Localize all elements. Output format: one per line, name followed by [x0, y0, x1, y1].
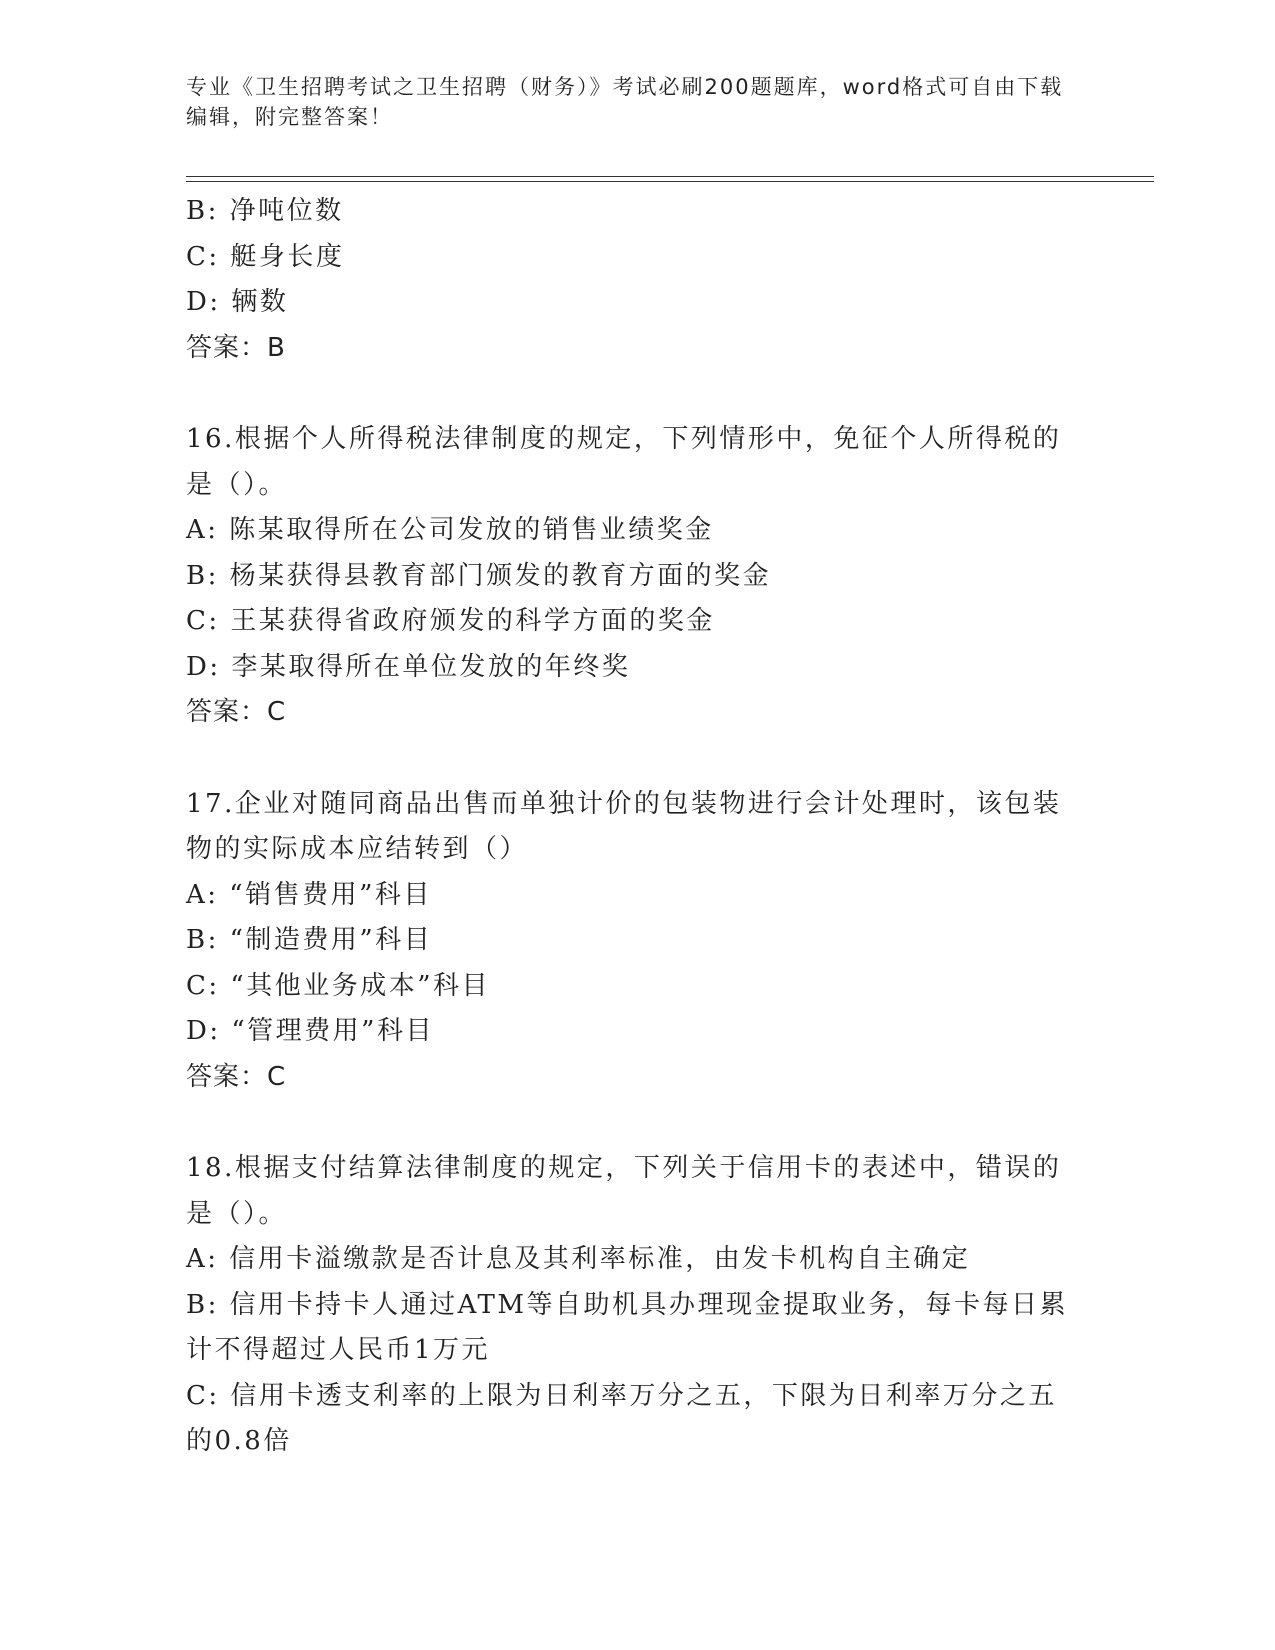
- header-divider-top: [186, 176, 1154, 177]
- option-c: C: 艇身长度: [186, 241, 345, 272]
- option-d: D: 李某取得所在单位发放的年终奖: [186, 651, 631, 682]
- option-a: A: 陈某取得所在公司发放的销售业绩奖金: [186, 515, 714, 545]
- question-15-continued: [186, 189, 1086, 371]
- option-b: B: 信用卡持卡人通过ATM等自助机具办理现金提取业务，每卡每日累计不得超过人民币1万元: [186, 1289, 1068, 1365]
- option-a: A: “销售费用”科目: [186, 879, 432, 910]
- spacer: [186, 371, 1086, 417]
- question-text: 18.根据支付结算法律制度的规定，下列关于信用卡的表述中，错误的是（）。: [186, 1153, 1062, 1229]
- answer: 答案：C: [186, 1061, 287, 1092]
- question-17: [186, 782, 1086, 1101]
- option-c: C: “其他业务成本”科目: [186, 970, 491, 1001]
- answer: 答案：C: [186, 697, 287, 727]
- option-d: D: “管理费用”科目: [186, 1016, 434, 1046]
- question-text: 16.根据个人所得税法律制度的规定，下列情形中，免征个人所得税的是（）。: [186, 424, 1062, 500]
- answer: 答案：B: [186, 332, 286, 363]
- spacer: [186, 1100, 1086, 1146]
- spacer: [186, 736, 1086, 782]
- option-c: C: 王某获得省政府颁发的科学方面的奖金: [186, 606, 715, 636]
- option-b: B: 净吨位数: [186, 196, 344, 226]
- option-a: A: 信用卡溢缴款是否计息及其利率标准，由发卡机构自主确定: [186, 1244, 971, 1274]
- header-divider-bottom: [186, 181, 1154, 182]
- document-header: 专业《卫生招聘考试之卫生招聘（财务）》考试必刷200题题库，word格式可自由下载编辑，附完整答案！: [186, 75, 1064, 129]
- question-text: 17.企业对随同商品出售而单独计价的包装物进行会计处理时，该包装物的实际成本应结转到（）: [186, 788, 1062, 864]
- question-18: [186, 1146, 1086, 1465]
- option-c: C: 信用卡透支利率的上限为日利率万分之五，下限为日利率万分之五的0.8倍: [186, 1380, 1057, 1456]
- question-16: [186, 417, 1086, 736]
- option-b: B: 杨某获得县教育部门颁发的教育方面的奖金: [186, 560, 772, 591]
- question-list: [186, 189, 1086, 1465]
- option-d: D: 辆数: [186, 287, 289, 317]
- option-b: B: “制造费用”科目: [186, 925, 433, 955]
